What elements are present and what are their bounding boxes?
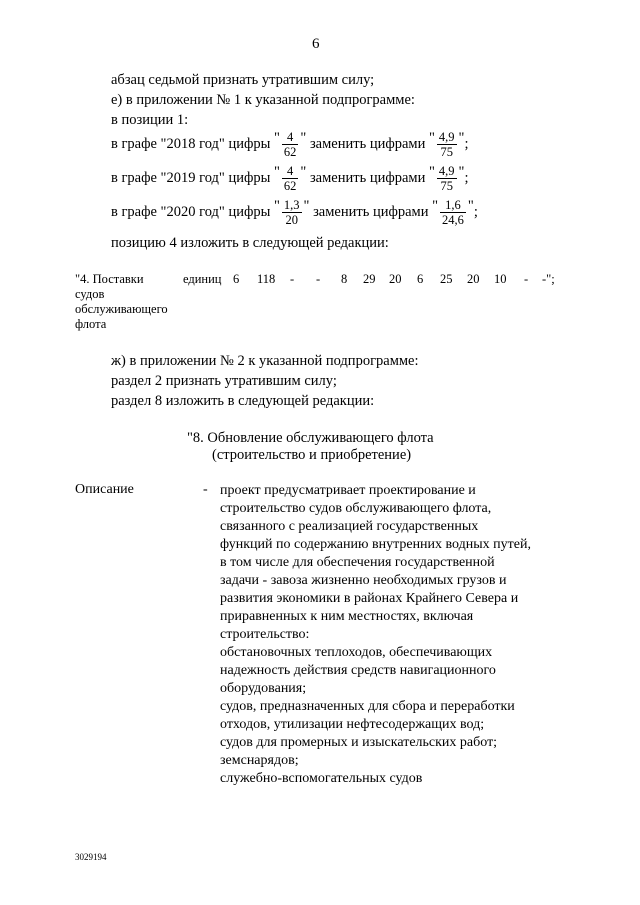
description-line: строительство судов обслуживающего флота,	[220, 501, 492, 516]
table-cell: 118	[257, 272, 276, 286]
table-cell: 6	[233, 272, 240, 286]
section-title: "8. Обновление обслуживающего флота	[187, 430, 434, 446]
intro-line-1: абзац седьмой признать утратившим силу;	[111, 72, 375, 88]
replacement-2018: в графе "2018 год" цифры " $\frac{4}{62}$ " заменить цифрами " $\frac{4,9}{75}$ ";	[111, 130, 469, 160]
description-line: земснарядов;	[220, 753, 299, 768]
description-line: надежность действия средств навигационного	[220, 663, 496, 678]
table-cell: 10	[494, 272, 507, 286]
replacement-2019: в графе "2019 год" цифры " $\frac{4}{62}$ " заменить цифрами " $\frac{4,9}{75}$ ";	[111, 164, 469, 194]
zh-line-1: ж) в приложении № 2 к указанной подпрограмме:	[111, 353, 419, 369]
table-cell: 20	[467, 272, 480, 286]
description-line: связанного с реализацией государственных	[220, 519, 479, 534]
replacement-prefix: в графе "2019 год" цифры	[111, 170, 271, 186]
table-cell: 8	[341, 272, 348, 286]
table-cell: 25	[440, 272, 453, 286]
zh-line-2: раздел 2 признать утратившим силу;	[111, 373, 337, 389]
table-cell: 6	[417, 272, 424, 286]
intro-line-2: е) в приложении № 1 к указанной подпрограмме:	[111, 92, 415, 108]
description-line: оборудования;	[220, 681, 307, 696]
description-line: судов для промерных и изыскательских работ;	[220, 735, 498, 750]
new-value-fraction: $\frac{1,6}{24,6}$	[442, 198, 464, 228]
description-line: развития экономики в районах Крайнего Севера и	[220, 591, 519, 606]
position4-line: позицию 4 изложить в следующей редакции:	[111, 235, 389, 251]
new-value-fraction: $\frac{4,9}{75}$	[438, 164, 455, 194]
section-subtitle: (строительство и приобретение)	[212, 447, 412, 463]
description-line: строительство:	[220, 627, 310, 642]
zh-line-3: раздел 8 изложить в следующей редакции:	[111, 393, 375, 409]
intro-line-3: в позиции 1:	[111, 112, 189, 128]
table-cell: -	[524, 272, 529, 286]
description-line: функций по содержанию внутренних водных путей,	[220, 537, 531, 552]
replacement-prefix: в графе "2018 год" цифры	[111, 136, 271, 152]
replacement-prefix: в графе "2020 год" цифры	[111, 204, 271, 220]
description-line: отходов, утилизации нефтесодержащих вод;	[220, 717, 485, 732]
new-value-fraction: $\frac{4,9}{75}$	[438, 130, 455, 160]
table-cell: 20	[389, 272, 402, 286]
description-label: Описание	[75, 482, 134, 497]
description-dash: -	[203, 482, 208, 497]
table-cell: -";	[542, 272, 555, 286]
table-row-unit: единиц	[183, 272, 222, 286]
old-value-fraction: $\frac{4}{62}$	[283, 130, 297, 160]
description-line: в том числе для обеспечения государственной	[220, 555, 495, 570]
table-cell: 29	[363, 272, 376, 286]
description-line: приравненных к ним местностях, включая	[220, 609, 474, 624]
replacement-2020: в графе "2020 год" цифры " $\frac{1,3}{20}$ " заменить цифрами " $\frac{1,6}{24,6}$ ";	[111, 198, 478, 228]
table-cell: -	[316, 272, 321, 286]
replacement-middle: заменить цифрами	[309, 170, 426, 186]
replacement-middle: заменить цифрами	[313, 204, 429, 220]
description-line: проект предусматривает проектирование и	[220, 483, 476, 498]
table-cell: -	[290, 272, 295, 286]
old-value-fraction: $\frac{1,3}{20}$	[283, 198, 300, 228]
replacement-middle: заменить цифрами	[309, 136, 426, 152]
description-line: судов, предназначенных для сбора и переработки	[220, 699, 515, 714]
table-row-name: "4. Поставки судов обслуживающего флота	[75, 272, 168, 331]
footer-code: 3029194	[75, 852, 107, 862]
page-number: 6	[312, 36, 320, 52]
description-line: задачи - завоза жизненно необходимых грузов и	[220, 573, 507, 588]
old-value-fraction: $\frac{4}{62}$	[283, 164, 297, 194]
description-line: обстановочных теплоходов, обеспечивающих	[220, 645, 493, 660]
description-line: служебно-вспомогательных судов	[220, 771, 423, 786]
